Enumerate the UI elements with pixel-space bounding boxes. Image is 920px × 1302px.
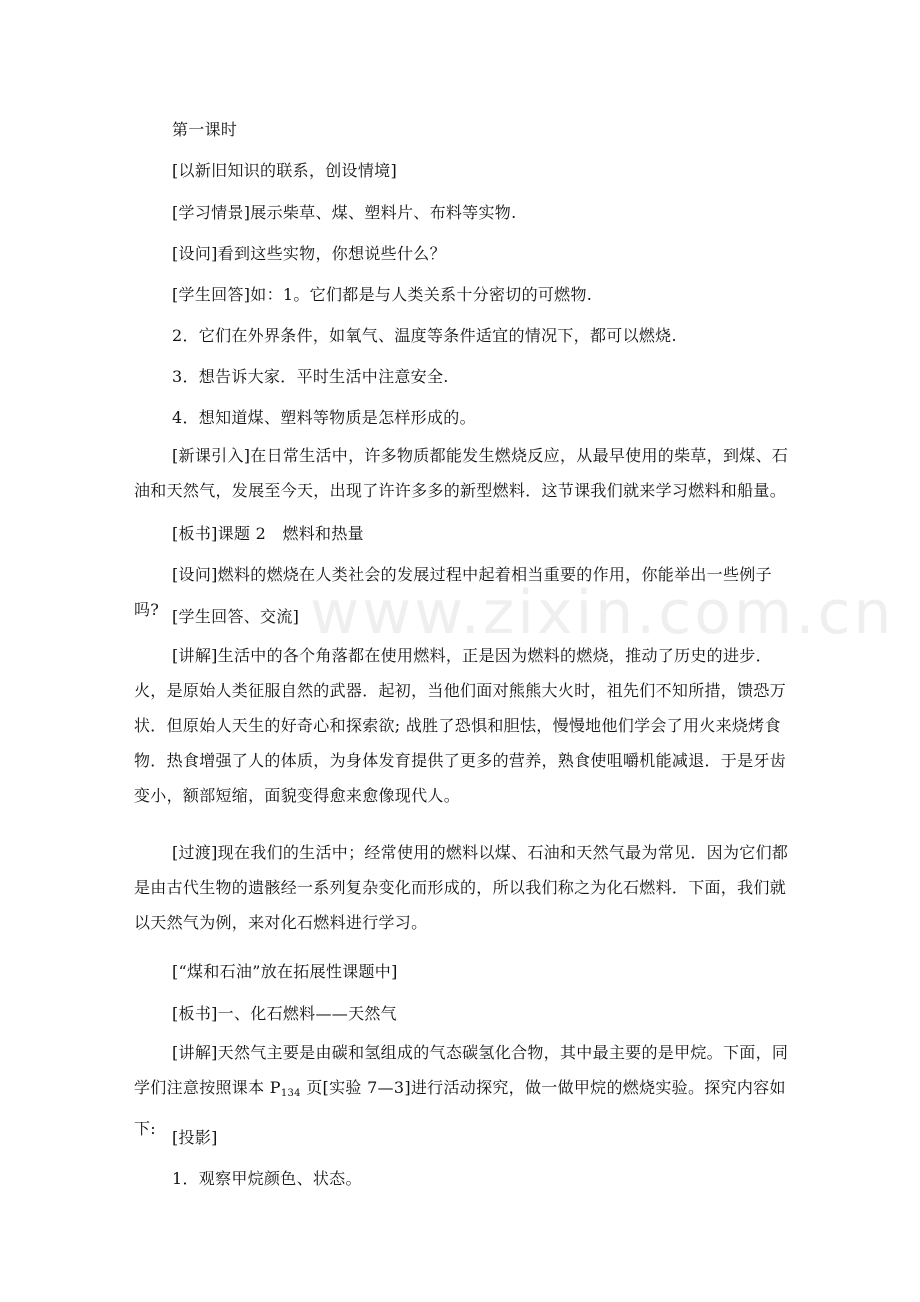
paragraph: 3．想告诉大家．平时生活中注意安全.	[172, 367, 449, 386]
step-item: 1．观察甲烷颜色、状态。	[172, 1169, 362, 1188]
paragraph: [设问]燃料的燃烧在人类社会的发展过程中起着相当重要的作用，你能举出一些例子吗?	[134, 565, 772, 619]
paragraph: [新课引入]在日常生活中，许多物质都能发生燃烧反应，从最早使用的柴草，到煤、石油和天然气，发展至今天，出现了许许多多的新型燃料．这节课我们就来学习燃料和船量。	[134, 446, 789, 500]
watermark: www.zixin.com.cn	[310, 578, 895, 648]
projection-label: [投影]	[172, 1128, 218, 1147]
paragraph: [“煤和石油”放在拓展性课题中]	[172, 962, 398, 981]
lecture-text-1: [讲解]天然气主要是由碳和氢组成的气态碳氢化合物，其中最主要的是甲烷。下面，同学们注意按照课本 P	[134, 1043, 789, 1097]
paragraph: [以新旧知识的联系，创设情境]	[172, 161, 397, 180]
board-title: [板书]一、化石燃料——天然气	[172, 1004, 397, 1023]
paragraph: [过渡]现在我们的生活中；经常使用的燃料以煤、石油和天然气最为常见．因为它们都是由古代生物的遗骸经一系列复杂变化而形成的，所以我们称之为化石燃料．下面，我们就以天然气为例，来对化石燃料进行学习。	[134, 843, 789, 932]
lecture-text-2: 页[实验 7—3]进行活动探究，做一做甲烷的燃烧实验。探究内容如下:	[134, 1078, 786, 1138]
paragraph: [学习情景]展示柴草、煤、塑料片、布料等实物.	[172, 203, 517, 222]
lesson-heading: 第一课时	[172, 120, 238, 139]
board-title: [板书]课题 2 燃料和热量	[172, 524, 364, 543]
page-subscript: 134	[280, 1088, 301, 1099]
paragraph: [讲解]生活中的各个角落都在使用燃料，正是因为燃料的燃烧，推动了历史的进步．火，是原始人类征服自然的武器．起初，当他们面对熊熊大火时，祖先们不知所措，馈恐万状．但原始人天生的好奇心和探索欲; 战胜了恐惧和胆怯，慢慢地他们学会了用火来烧烤食物．热食增强了人的体质，为身体发育提供了更多的营养，熟食使咀嚼机能减退．于是牙齿变小，额部短缩，面貌变得愈来愈像现代人。	[134, 646, 787, 805]
paragraph: [设问]看到这些实物，你想说些什么？	[172, 244, 446, 263]
paragraph: 2．它们在外界条件，如氧气、温度等条件适宜的情况下，都可以燃烧.	[172, 326, 677, 345]
paragraph: [学生回答、交流]	[172, 607, 300, 626]
paragraph: 4．想知道煤、塑料等物质是怎样形成的。	[172, 408, 476, 427]
paragraph: [学生回答]如：1。它们都是与人类关系十分密切的可燃物.	[172, 285, 593, 304]
